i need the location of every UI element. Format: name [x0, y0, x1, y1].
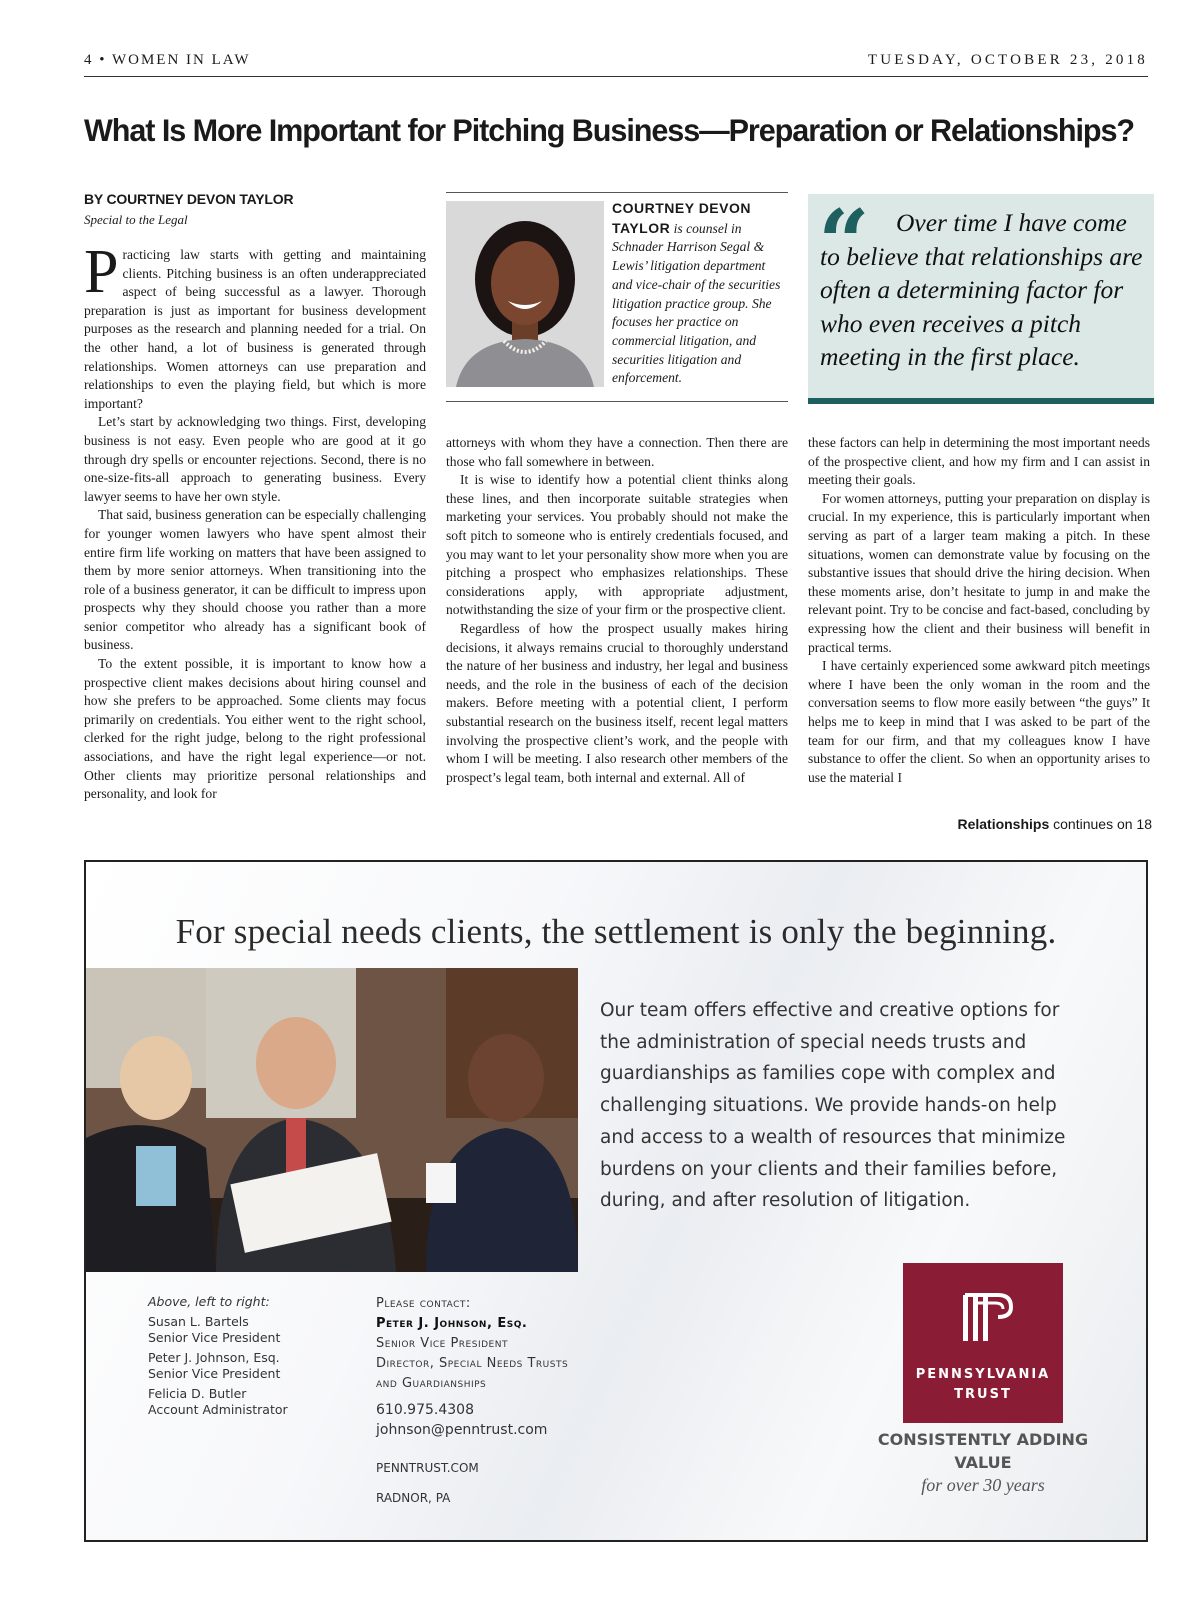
- contact-name: Peter J. Johnson, Esq.: [376, 1316, 528, 1331]
- contact-title: and Guardianships: [376, 1376, 487, 1391]
- article-column-3: [808, 434, 1150, 787]
- column-logo-icon: [903, 1263, 1063, 1363]
- continuation-text: continues on 18: [1049, 816, 1152, 832]
- contact-block: [376, 1294, 676, 1508]
- author-description: is counsel in Schnader Harrison Segal & Lewis’ litigation department and vice-chair of the securities litigation practice group. She focuses her practice on commercial litigation, and securities litigation and enforcement.: [612, 220, 781, 386]
- paragraph: Regardless of how the prospect usually makes hiring decisions, it always remains crucial to thoroughly understand the nature of her business and industry, her legal and business needs, and the role in the business of each of the decision makers. Before meeting with a potential client, I perform substantial research on the business itself, recent legal matters involving the prospective client’s work, and the people with whom I will be meeting. I also research other members of the prospect’s legal team, both internal and external. All of: [446, 620, 788, 785]
- paragraph: I have certainly experienced some awkward pitch meetings where I have been the only woman in the room and the conversation seems to flow more easily between “the guys” It helps me to keep in mind that I was asked to be part of the team for our firm, and that my colleagues know I have substance to offer the client. So when an opportunity arises to use the material I: [808, 658, 1150, 785]
- drop-cap: P: [84, 238, 119, 306]
- paragraph: For women attorneys, putting your preparation on display is crucial. In my experience, this is particularly important when serving as part of a larger team making a pitch. In these situations, women can demonstrate value by focusing on the substantive issues that should drive the hiring decision. When these moments arise, don’t hesitate to jump in and make the relevant point. Try to be concise and fact-based, concluding by expressing how the client and their business will benefit in practical terms.: [808, 490, 1150, 655]
- article-column-2: [446, 434, 788, 787]
- ad-body-text: Our team offers effective and creative options for the administration of special needs trusts and guardianships as families cope with complex and challenging situations. We provide hands-on help and access to a wealth of resources that minimize burdens on your clients and their families before, during, and after resolution of litigation.: [600, 1000, 1066, 1212]
- paragraph: That said, business generation can be especially challenging for younger women lawyers who have spent almost their entire firm life working on matters that have been assigned to them by more senior attorneys. When transitioning into the role of a business generator, it can be difficult to impress upon prospects why they should choose you rather than a more senior competitor who already has a significant book of business.: [84, 507, 426, 653]
- author-bio: [612, 199, 788, 388]
- byline: BY COURTNEY DEVON TAYLOR: [84, 191, 294, 207]
- caption-person: Susan L. Bartels Senior Vice President: [148, 1314, 281, 1345]
- quote-mark-icon: “: [818, 190, 870, 296]
- paragraph: Let’s start by acknowledging two things. First, developing business is not easy. Even people who are good at it go through dry spells or encounter rejections. Second, there is no one-size-fits-all approach to generating business. Every lawyer seems to have her own style.: [84, 414, 426, 504]
- pull-quote: [808, 190, 1154, 404]
- contact-title: Senior Vice President: [376, 1336, 508, 1351]
- photo-caption: [148, 1294, 348, 1422]
- pennsylvania-trust-logo: [903, 1263, 1063, 1423]
- article-headline: What Is More Important for Pitching Business—Preparation or Relationships?: [84, 112, 1135, 148]
- pull-quote-text: Over time I have come to believe that relationships are often a determining factor for who even receives a pitch meeting in the first place.: [820, 208, 1143, 371]
- website-link[interactable]: PENNTRUST.COM: [376, 1461, 479, 1475]
- contact-lead: Please contact:: [376, 1296, 471, 1311]
- section-label: 4 • WOMEN IN LAW: [84, 52, 251, 68]
- advertisement: [84, 860, 1148, 1542]
- continuation-keyword: Relationships: [957, 816, 1050, 832]
- author-photo: [446, 201, 604, 387]
- continuation-note: [957, 816, 1152, 832]
- paragraph: attorneys with whom they have a connection. Then there are those who fall somewhere in between.: [446, 435, 788, 469]
- paragraph: Practicing law starts with getting and maintaining clients. Pitching business is an often underappreciated aspect of being successful as a lawyer. Thorough preparation is just as important for business development purposes as the research and planning needed for a trial. On the other hand, a lot of business is generated through relationships. Women attorneys can use preparation and relationships to even the playing field, but which is more important?: [84, 238, 426, 411]
- logo-wordmark: PENNSYLVANIA TRUST: [915, 1367, 1051, 1402]
- caption-lead: Above, left to right:: [148, 1294, 270, 1309]
- ad-tagline: CONSISTENTLY ADDING VALUE: [877, 1430, 1089, 1472]
- article-column-1: [84, 238, 426, 804]
- ad-headline: For special needs clients, the settlement is only the beginning.: [175, 912, 1057, 951]
- issue-date: TUESDAY, OCTOBER 23, 2018: [867, 52, 1148, 68]
- paragraph: To the extent possible, it is important to know how a prospective client makes decisions about hiring counsel and how she prefers to be approached. Some clients may focus primarily on credentials. You either went to the right school, clerked for the right judge, belong to the right professional associations, and have the right legal experience—or not. Other clients may prioritize personal relationships and personality, and look for: [84, 656, 426, 802]
- caption-person: Felicia D. Butler Account Administrator: [148, 1386, 288, 1417]
- contact-title: Director, Special Needs Trusts: [376, 1356, 569, 1371]
- author-bio-box: [446, 192, 788, 402]
- paragraph: these factors can help in determining the most important needs of the prospective client, and how my firm and I can assist in meeting their goals.: [808, 435, 1150, 488]
- location: RADNOR, PA: [376, 1491, 451, 1505]
- author-name: COURTNEY DEVON TAYLOR: [612, 200, 751, 236]
- ad-team-photo: [86, 968, 578, 1272]
- paragraph: It is wise to identify how a potential client thinks along these lines, and then incorporate suitable strategies when marketing your services. You probably should not make the soft pitch to someone who is entirely credentials focused, and you may want to let your personality show more when you are pitching a prospect who emphasizes relationships. These considerations apply, with appropriate adjustment, notwithstanding the size of your firm or the prospective client.: [446, 472, 788, 618]
- contact-email[interactable]: johnson@penntrust.com: [376, 1422, 548, 1438]
- caption-person: Peter J. Johnson, Esq. Senior Vice President: [148, 1350, 281, 1381]
- page-header: [84, 52, 1148, 77]
- byline-note: Special to the Legal: [84, 212, 188, 227]
- ad-tagline-sub: for over 30 years: [921, 1475, 1045, 1495]
- contact-phone: 610.975.4308: [376, 1402, 474, 1418]
